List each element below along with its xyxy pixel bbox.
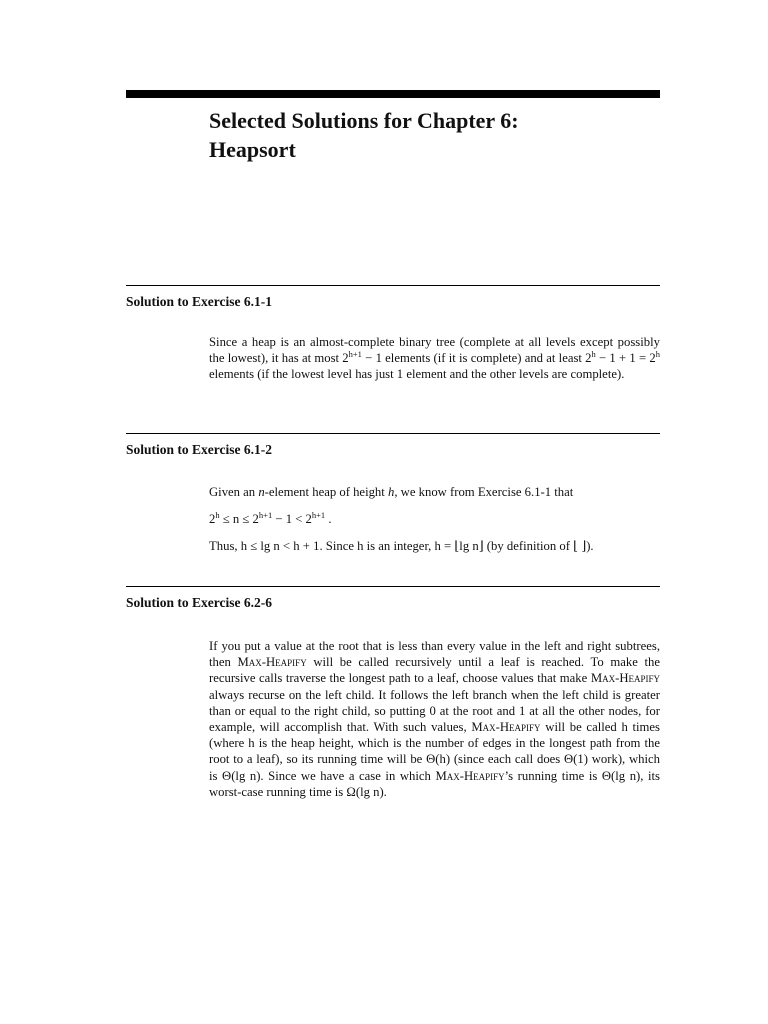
paragraph: If you put a value at the root that is less than every value in the left and right subtrees, then Max-Heapify will be called recursively until a leaf is reached. To make the recursive calls traverse the longest path to a leaf, choose values that make Max-Heapify always recurse on the left child. It follows the left branch when the left child is greater than or equal to the right child, so putting 0 at the root and 1 at all the other nodes, for example, will accomplish that. With such values, Max-Heapify will be called h times (where h is the heap height, which is the number of edges in the longest path from the root to a leaf), so its running time will be Θ(h) (since each call does Θ(1) work), which is Θ(lg n). Since we have a case in which Max-Heapify’s running time is Θ(lg n), its worst-case running time is Ω(lg n). [209,639,660,799]
paragraph: Since a heap is an almost-complete binary tree (complete at all levels except possibly the lowest), it has at most $2^{h+1} - 1$ elements (if it is complete) and at least $2^h - 1 + 1 = 2^h$ elements (if the lowest level has just 1 element and the other levels are complete). [209,335,661,382]
section-body [209,484,660,555]
top-rule [126,90,660,98]
section-rule [126,586,660,587]
procedure-name: Max-Heapify [471,720,541,735]
chapter-title-line1: Selected Solutions for Chapter 6: [209,108,519,133]
section-exercise-6-1-1 [126,285,660,415]
section-heading: Solution to Exercise 6.1-1 [126,294,272,309]
section-exercise-6-1-2 [126,433,660,573]
section-heading: Solution to Exercise 6.2-6 [126,595,272,610]
display-equation: $2^h \le n \le 2^{h+1} - 1 < 2^{h+1}$ . [209,510,332,527]
section-body [209,334,660,383]
section-rule [126,285,660,286]
section-body [209,638,660,800]
section-rule [126,433,660,434]
chapter-title-line2: Heapsort [209,137,296,162]
section-exercise-6-2-6 [126,586,660,826]
procedure-name: Max-Heapify [435,768,505,783]
chapter-title [209,106,649,164]
procedure-name: Max-Heapify [237,655,307,670]
section-heading: Solution to Exercise 6.1-2 [126,442,272,457]
procedure-name: Max-Heapify [590,671,660,686]
paragraph: Thus, h ≤ lg n < h + 1. Since h is an integer, h = ⌊lg n⌋ (by definition of ⌊ ⌋). [209,539,594,554]
paragraph: Given an n-element heap of height h, we know from Exercise 6.1-1 that [209,485,574,499]
